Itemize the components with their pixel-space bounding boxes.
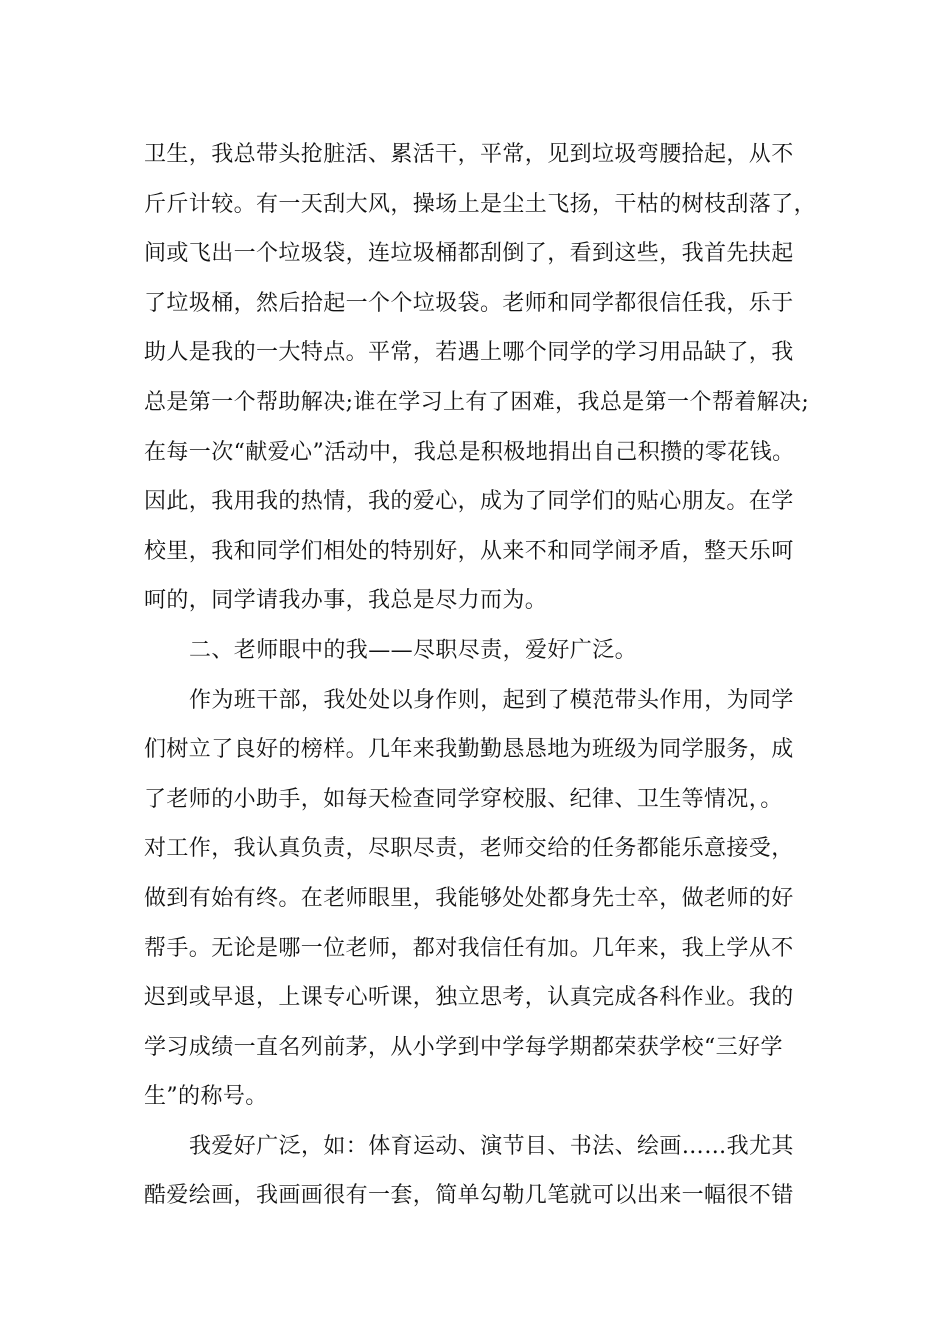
text-line: 作为班干部，我处处以身作则，起到了模范带头作用，为同学 [189, 687, 794, 713]
text-line: 迟到或早退，上课专心听课，独立思考，认真完成各科作业。我的 [144, 985, 794, 1011]
text-line: 校里，我和同学们相处的特别好，从来不和同学闹矛盾，整天乐呵 [144, 538, 794, 564]
text-line: 生”的称号。 [144, 1084, 268, 1110]
text-line: 斤斤计较。有一天刮大风，操场上是尘土飞扬，干枯的树枝刮落了， [144, 191, 817, 217]
text-line: 了老师的小助手，如每天检查同学穿校服、纪律、卫生等情况，。 [144, 786, 783, 812]
text-line: 做到有始有终。在老师眼里，我能够处处都身先士卒，做老师的好 [144, 885, 794, 911]
text-line: 酷爱绘画，我画画很有一套，简单勾勒几笔就可以出来一幅很不错 [144, 1183, 794, 1209]
paragraph [144, 1122, 824, 1221]
text-line: 总是第一个帮助解决;谁在学习上有了困难，我总是第一个帮着解决; [144, 389, 810, 415]
paragraph [144, 626, 824, 676]
text-line: 对工作，我认真负责，尽职尽责，老师交给的任务都能乐意接受， [144, 836, 794, 862]
text-line: 帮手。无论是哪一位老师，都对我信任有加。几年来，我上学从不 [144, 935, 794, 961]
text-line: 助人是我的一大特点。平常，若遇上哪个同学的学习用品缺了，我 [144, 340, 794, 366]
text-line: 们树立了良好的榜样。几年来我勤勤恳恳地为班级为同学服务，成 [144, 737, 794, 763]
text-line: 学习成绩一直名列前茅，从小学到中学每学期都荣获学校“三好学 [144, 1034, 783, 1060]
document-body [144, 130, 824, 1221]
text-line: 二、老师眼中的我——尽职尽责，爱好广泛。 [189, 637, 638, 663]
paragraph [144, 676, 824, 1122]
text-line: 呵的，同学请我办事，我总是尽力而为。 [144, 588, 548, 614]
paragraph [144, 130, 824, 626]
text-line: 间或飞出一个垃圾袋，连垃圾桶都刮倒了，看到这些，我首先扶起 [144, 241, 794, 267]
text-line: 卫生，我总带头抢脏活、累活干，平常，见到垃圾弯腰拾起，从不 [144, 142, 794, 167]
text-line: 了垃圾桶，然后拾起一个个垃圾袋。老师和同学都很信任我，乐于 [144, 290, 794, 316]
text-line: 在每一次“献爱心”活动中，我总是积极地捐出自己积攒的零花钱。 [144, 439, 795, 465]
text-line: 因此，我用我的热情，我的爱心，成为了同学们的贴心朋友。在学 [144, 489, 794, 515]
text-line: 我爱好广泛，如：体育运动、演节目、书法、绘画……我尤其 [189, 1133, 794, 1159]
